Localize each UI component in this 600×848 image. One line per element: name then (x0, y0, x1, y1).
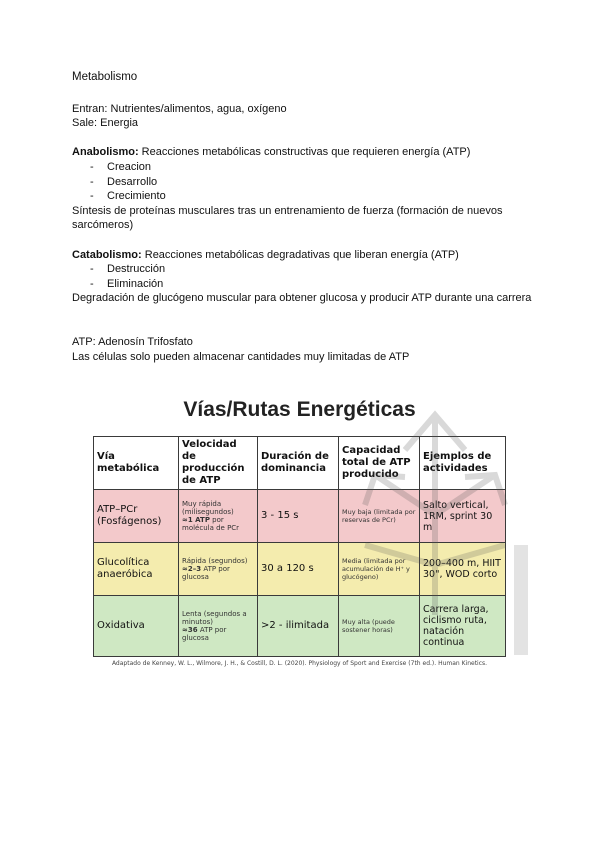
cell-via: ATP–PCr (Fosfágenos) (94, 490, 179, 543)
cell-capacidad: Muy alta (puede sostener horas) (339, 596, 420, 657)
catabolismo-definition (72, 248, 532, 263)
catabolismo-text: Reacciones metabólicas degradativas que liberan energía (ATP) (141, 248, 459, 261)
anabolismo-list (72, 160, 532, 204)
energy-pathways-table (93, 436, 506, 657)
cell-duracion: >2 - ilimitada (258, 596, 339, 657)
anabolismo-label: Anabolismo: (72, 146, 139, 159)
header-velocidad: Velocidad de producción de ATP (179, 437, 258, 490)
header-duracion: Duración de dominancia (258, 437, 339, 490)
vel-bold: ≈36 (182, 626, 198, 634)
cell-ejemplos: Salto vertical, 1RM, sprint 30 m (420, 490, 506, 543)
vel-text: Lenta (segundos a minutos) (182, 610, 247, 626)
list-item: - Eliminación (90, 277, 532, 292)
anabolismo-example: Síntesis de proteínas musculares tras un entrenamiento de fuerza (formación de nuevos sarcómeros) (72, 204, 503, 232)
vel-rest: ATP por glucosa (182, 565, 230, 581)
cell-via: Oxidativa (94, 596, 179, 657)
cell-capacidad: Muy baja (limitada por reservas de PCr) (339, 490, 420, 543)
cell-velocidad (179, 543, 258, 596)
table-row (94, 596, 506, 657)
vel-rest: ATP por glucosa (182, 626, 227, 642)
cell-velocidad (179, 490, 258, 543)
cell-capacidad: Media (limitada por acumulación de H⁺ y glucógeno) (339, 543, 420, 596)
anabolismo-definition (72, 145, 532, 160)
figure-title: Vías/Rutas Energéticas (183, 398, 416, 421)
table-header-row (94, 437, 506, 490)
vel-text: Muy rápida (milisegundos) (182, 500, 234, 516)
catabolismo-list (72, 262, 532, 291)
vel-bold: ≈1 ATP (182, 516, 210, 524)
list-item: - Crecimiento (90, 189, 532, 204)
cell-via: Glucolítica anaeróbica (94, 543, 179, 596)
header-capacidad: Capacidad total de ATP producido (339, 437, 420, 490)
cell-duracion: 30 a 120 s (258, 543, 339, 596)
cell-ejemplos: 200–400 m, HIIT 30", WOD corto (420, 543, 506, 596)
energy-pathways-figure (93, 398, 528, 678)
list-item: - Destrucción (90, 262, 532, 277)
cell-velocidad (179, 596, 258, 657)
vel-rest: por molécula de PCr (182, 516, 240, 532)
vel-text: Rápida (segundos) (182, 557, 248, 565)
cell-ejemplos: Carrera larga, ciclismo ruta, natación continua (420, 596, 506, 657)
list-item: - Desarrollo (90, 175, 532, 190)
vel-bold: ≈2–3 (182, 565, 202, 573)
header-via: Vía metabólica (94, 437, 179, 490)
table-row (94, 490, 506, 543)
inputs-line: Entran: Nutrientes/alimentos, agua, oxígeno (72, 102, 287, 115)
table-row (94, 543, 506, 596)
list-item: - Creacion (90, 160, 532, 175)
outputs-line: Sale: Energia (72, 117, 139, 130)
atp-definition: ATP: Adenosín Trifosfato (72, 335, 193, 348)
cell-duracion: 3 - 15 s (258, 490, 339, 543)
document-body (72, 70, 532, 364)
catabolismo-example: Degradación de glucógeno muscular para obtener glucosa y producir ATP durante una carrera (72, 292, 532, 305)
edge-decoration (514, 545, 528, 655)
anabolismo-text: Reacciones metabólicas constructivas que requieren energía (ATP) (138, 146, 471, 159)
figure-caption: Adaptado de Kenney, W. L., Wilmore, J. H., & Costill, D. L. (2020). Physiology of Sport and Exercise (7th ed.). Human Kinetics. (111, 660, 488, 667)
atp-note: Las células solo pueden almacenar cantidades muy limitadas de ATP (72, 350, 410, 363)
header-ejemplos: Ejemplos de actividades (420, 437, 506, 490)
catabolismo-label: Catabolismo: (72, 248, 142, 261)
doc-title: Metabolismo (72, 71, 138, 83)
